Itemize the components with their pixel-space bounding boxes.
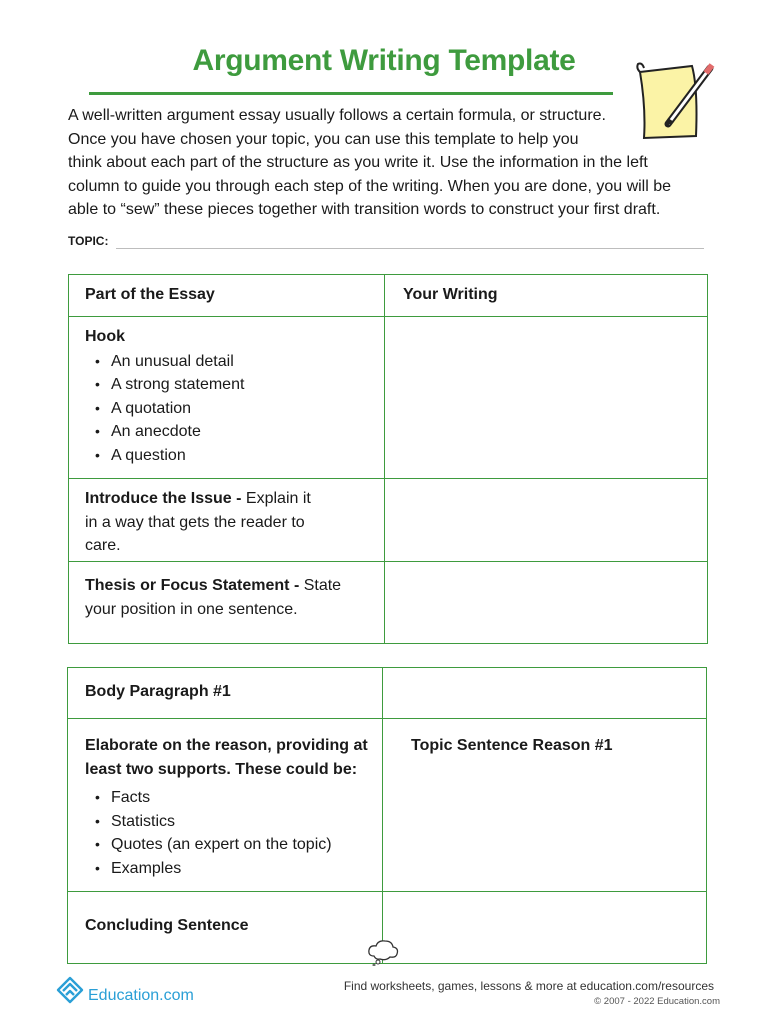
intro-line: A well-written argument essay usually follows a certain formula, or structure. xyxy=(68,107,606,124)
intro-paragraph xyxy=(68,104,708,222)
footer-tagline[interactable]: Find worksheets, games, lessons & more at education.com/resources xyxy=(343,979,714,993)
list-item: • Quotes (an expert on the topic) xyxy=(85,833,380,857)
elaborate-cell xyxy=(85,734,380,880)
thesis-text: State xyxy=(299,577,342,594)
introduce-title: Introduce the Issue - xyxy=(85,490,242,507)
topic-sentence-label: Topic Sentence Reason #1 xyxy=(411,737,613,754)
body-paragraph-heading: Body Paragraph #1 xyxy=(85,683,231,700)
intro-line: think about each part of the structure as you write it. Use the information in the left xyxy=(68,154,648,171)
header-your-writing: Your Writing xyxy=(403,286,498,303)
footer-copyright: © 2007 - 2022 Education.com xyxy=(594,996,720,1007)
hook-list xyxy=(85,350,375,468)
topic-field[interactable] xyxy=(68,234,704,252)
list-item: • A quotation xyxy=(85,397,375,421)
supports-list xyxy=(85,786,380,880)
introduce-writing-area[interactable] xyxy=(386,480,706,560)
column-divider xyxy=(382,668,383,963)
header-part-of-essay: Part of the Essay xyxy=(85,286,215,303)
row-divider xyxy=(69,561,707,562)
topic-write-line[interactable] xyxy=(116,248,704,249)
list-item: • A strong statement xyxy=(85,373,375,397)
list-item: • An unusual detail xyxy=(85,350,375,374)
list-item: • Examples xyxy=(85,857,380,881)
thought-cloud-icon xyxy=(366,938,400,966)
body-heading-writing-area[interactable] xyxy=(384,669,704,717)
intro-line: column to guide you through each step of the writing. When you are done, you will be xyxy=(68,177,672,195)
elaborate-text: least two supports. These could be: xyxy=(85,760,358,778)
thesis-cell xyxy=(85,574,380,621)
thesis-writing-area[interactable] xyxy=(386,563,706,641)
column-divider xyxy=(384,275,385,643)
row-divider xyxy=(69,316,707,317)
topic-sentence-writing-area[interactable] xyxy=(384,763,704,889)
row-divider xyxy=(68,891,706,892)
hook-title: Hook xyxy=(85,328,125,345)
thesis-text: your position in one sentence. xyxy=(85,600,298,618)
list-item: • Statistics xyxy=(85,810,380,834)
topic-label: TOPIC: xyxy=(68,234,109,248)
elaborate-text: Elaborate on the reason, providing at xyxy=(85,737,368,754)
thesis-title: Thesis or Focus Statement - xyxy=(85,577,300,594)
introduce-text: care. xyxy=(85,537,121,554)
education-logo-icon xyxy=(54,972,86,1006)
intro-line: Once you have chosen your topic, you can use this template to help you xyxy=(68,130,579,148)
essay-parts-table xyxy=(68,274,708,644)
hook-cell xyxy=(85,325,375,467)
education-logo-text: Education.com xyxy=(88,987,194,1004)
intro-line: able to “sew” these pieces together with transition words to construct your first draft. xyxy=(68,201,661,218)
row-divider xyxy=(68,718,706,719)
introduce-cell xyxy=(85,487,375,558)
concluding-sentence-label: Concluding Sentence xyxy=(85,917,249,934)
list-item: • A question xyxy=(85,444,375,468)
list-item: • Facts xyxy=(85,786,380,810)
row-divider xyxy=(69,478,707,479)
concluding-writing-area[interactable] xyxy=(384,893,704,961)
page-title: Argument Writing Template xyxy=(192,44,576,77)
title-underline xyxy=(89,92,613,95)
list-item: • An anecdote xyxy=(85,420,375,444)
introduce-text: Explain it xyxy=(241,490,311,507)
body-paragraph-table xyxy=(67,667,707,964)
hook-writing-area[interactable] xyxy=(386,318,706,476)
introduce-text: in a way that gets the reader to xyxy=(85,513,305,531)
education-logo[interactable] xyxy=(54,972,204,1008)
